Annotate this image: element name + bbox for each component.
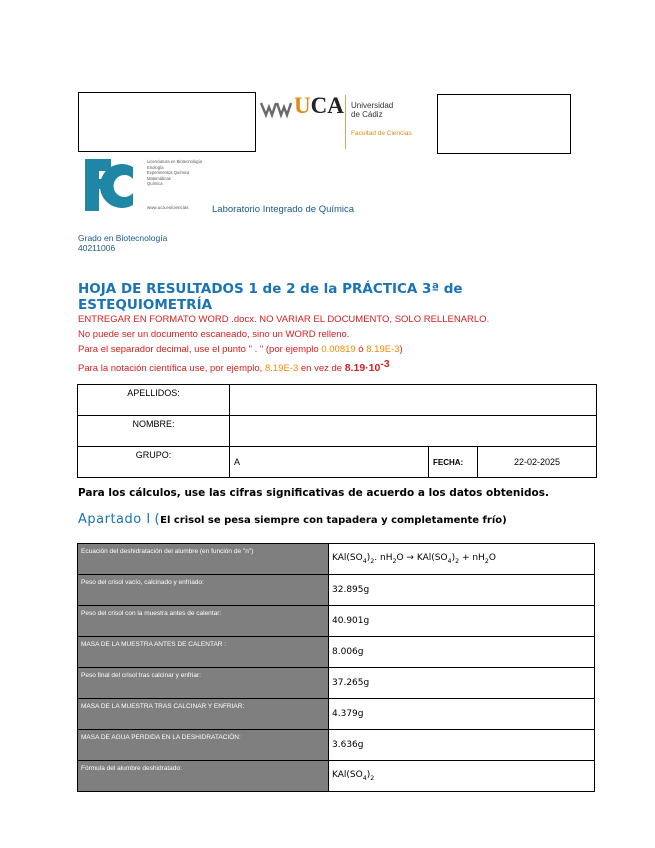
- instruction-line-1: ENTREGAR EN FORMATO WORD .docx. NO VARIAR EL DOCUMENTO, SOLO RELLENARLO.: [78, 314, 490, 325]
- uca-birds-icon: [260, 99, 294, 119]
- grado-name: Grado en Biotecnología: [78, 233, 168, 243]
- instruction-line-2: No puede ser un documento escaneado, sino un WORD relleno.: [78, 329, 350, 340]
- result-label: MASA DE AGUA PERDIDA EN LA DESHIDRATACIÓN:: [78, 730, 329, 761]
- equation-field[interactable]: $KAl(SO_4)_2$. $nH_2O \to KAl(SO_4)_2 + nH_2O$: [329, 544, 595, 575]
- instruction-line-3: Para el separador decimal, use el punto " . " (por ejemplo 0.00819 ó 8.19E-3): [78, 344, 403, 355]
- fecha-label: FECHA:: [429, 447, 478, 478]
- faculty-degree-list: Licenciatura en Biotecnología Enología Experimentos Química Matemáticas Química: [147, 159, 202, 187]
- result-value-field[interactable]: 8.006g: [329, 637, 595, 668]
- result-label: MASA DE LA MUESTRA ANTES DE CALENTAR :: [78, 637, 329, 668]
- table-row: [78, 637, 595, 668]
- table-row: [78, 606, 595, 637]
- table-row: [78, 699, 595, 730]
- significant-figures-note: Para los cálculos, use las cifras significativas de acuerdo a los datos obtenidos.: [78, 487, 549, 499]
- section-subtitle: El crisol se pesa siempre con tapadera y completamente frío): [160, 515, 507, 526]
- results-table: [77, 543, 595, 792]
- apellidos-field[interactable]: [230, 385, 597, 416]
- table-row: [78, 544, 595, 575]
- table-row: [78, 668, 595, 699]
- faculty-url: www.uca.es/ciencias: [147, 205, 189, 210]
- result-value-field[interactable]: 32.895g: [329, 575, 595, 606]
- faculty-sciences-logo-icon: [85, 159, 133, 211]
- nombre-label: NOMBRE:: [78, 416, 230, 447]
- course-info: [78, 233, 167, 253]
- uca-logo: [260, 93, 440, 153]
- uca-wordmark: UCA: [294, 93, 344, 118]
- section-title: Apartado I: [78, 512, 151, 527]
- university-name: Universidad de Cádiz: [351, 101, 394, 119]
- result-label: Peso del crisol con la muestra antes de calentar:: [78, 606, 329, 637]
- uca-divider: [345, 95, 346, 149]
- result-label: Fórmula del alumbre deshidratado:: [78, 761, 329, 792]
- table-row: [78, 730, 595, 761]
- nombre-row: [78, 416, 597, 447]
- nombre-field[interactable]: [230, 416, 597, 447]
- result-label: Ecuación del deshidratación del alumbre (en función de "n"): [78, 544, 329, 575]
- section-heading: Apartado I (El crisol se pesa siempre con tapadera y completamente frío): [78, 512, 507, 527]
- table-row: [78, 761, 595, 792]
- result-value-field[interactable]: 37.265g: [329, 668, 595, 699]
- grupo-field[interactable]: A: [230, 447, 429, 478]
- header-left-box: [78, 92, 256, 152]
- instructions: [78, 312, 578, 376]
- faculty-name: Facultad de Ciencias: [351, 130, 412, 137]
- formula-field[interactable]: $KAl(SO_4)_2$: [329, 761, 595, 792]
- grupo-row: [78, 447, 597, 478]
- instruction-line-4: Para la notación científica use, por ejemplo, 8.19E-3 en vez de $8.19\cdot 10^{-3}$: [78, 358, 390, 375]
- course-code: 40211006: [78, 243, 116, 253]
- result-value-field[interactable]: 40.901g: [329, 606, 595, 637]
- lab-title: Laboratorio Integrado de Química: [212, 204, 355, 215]
- page-title: HOJA DE RESULTADOS 1 de 2 de la PRÁCTICA 3ª de ESTEQUIOMETRÍA: [78, 281, 463, 313]
- result-value-field[interactable]: 3.636g: [329, 730, 595, 761]
- result-label: Peso del crisol vacío, calcinado y enfriado:: [78, 575, 329, 606]
- grupo-label: GRUPO:: [78, 447, 230, 478]
- apellidos-row: [78, 385, 597, 416]
- fecha-field[interactable]: 22-02-2025: [478, 447, 597, 478]
- result-value-field[interactable]: 4.379g: [329, 699, 595, 730]
- table-row: [78, 575, 595, 606]
- student-info-table: [77, 384, 597, 478]
- apellidos-label: APELLIDOS:: [78, 385, 230, 416]
- result-label: Peso final del crisol tras calcinar y enfriar:: [78, 668, 329, 699]
- result-label: MASA DE LA MUESTRA TRAS CALCINAR Y ENFRIAR:: [78, 699, 329, 730]
- header-right-box: [437, 94, 571, 154]
